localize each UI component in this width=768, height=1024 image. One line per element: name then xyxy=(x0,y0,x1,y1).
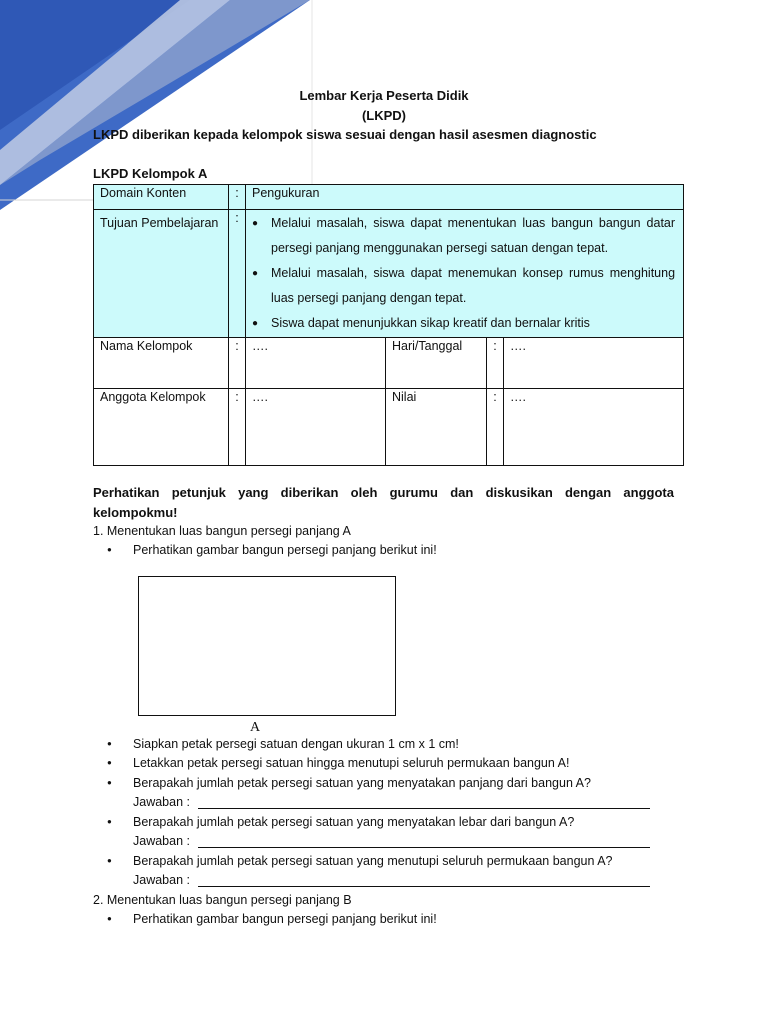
place-text: Letakkan petak persegi satuan hingga menutupi seluruh permukaan bangun A! xyxy=(133,756,570,770)
bullet-item xyxy=(110,854,613,868)
members-value[interactable]: …. xyxy=(246,389,386,466)
answer-label: Jawaban : xyxy=(133,873,190,887)
colon: : xyxy=(229,338,246,389)
colon: : xyxy=(229,185,246,210)
answer-label: Jawaban : xyxy=(133,834,190,848)
instruction-line1: Perhatikan petunjuk yang diberikan oleh gurumu dan diskusikan dengan anggota xyxy=(93,485,674,500)
instruction-line2: kelompokmu! xyxy=(93,505,178,520)
answer-label: Jawaban : xyxy=(133,795,190,809)
answer-line-2[interactable] xyxy=(198,847,650,848)
question-2: Berapakah jumlah petak persegi satuan yang menyatakan lebar dari bangun A? xyxy=(133,815,575,829)
goal-label: Tujuan Pembelajaran xyxy=(94,210,229,338)
section2-heading: 2. Menentukan luas bangun persegi panjang B xyxy=(93,893,352,907)
colon: : xyxy=(487,389,504,466)
doc-intro: LKPD diberikan kepada kelompok siswa sesuai dengan hasil asesmen diagnostic xyxy=(93,127,597,142)
colon: : xyxy=(487,338,504,389)
question-3: Berapakah jumlah petak persegi satuan yang menutupi seluruh permukaan bangun A? xyxy=(133,854,613,868)
answer-line-3[interactable] xyxy=(198,886,650,887)
doc-title: Lembar Kerja Peserta Didik xyxy=(299,88,469,103)
goal-list xyxy=(252,211,675,336)
bullet-item xyxy=(110,815,574,829)
info-table xyxy=(93,184,684,466)
goal-item: ● Melalui masalah, siswa dapat menemukan konsep rumus menghitung luas persegi panjang dengan tepat. xyxy=(252,261,675,311)
observe-text-b: Perhatikan gambar bangun persegi panjang berikut ini! xyxy=(133,912,437,926)
question-1: Berapakah jumlah petak persegi satuan yang menyatakan panjang dari bangun A? xyxy=(133,776,591,790)
prepare-text: Siapkan petak persegi satuan dengan ukuran 1 cm x 1 cm! xyxy=(133,737,459,751)
group-name-label: Nama Kelompok xyxy=(94,338,229,389)
rectangle-a-figure xyxy=(138,576,396,716)
bullet-item xyxy=(110,776,591,790)
figure-label-a: A xyxy=(250,720,261,735)
goal-item: ● Melalui masalah, siswa dapat menentukan luas bangun bangun datar persegi panjang menggunakan persegi satuan dengan tepat. xyxy=(252,211,675,261)
bullet-item xyxy=(110,912,437,926)
members-label: Anggota Kelompok xyxy=(94,389,229,466)
observe-text: Perhatikan gambar bangun persegi panjang berikut ini! xyxy=(133,543,437,557)
section1-heading: 1. Menentukan luas bangun persegi panjang A xyxy=(93,524,351,538)
answer-line-1[interactable] xyxy=(198,808,650,809)
group-name-value[interactable]: …. xyxy=(246,338,386,389)
bullet-item xyxy=(110,756,569,770)
colon: : xyxy=(229,389,246,466)
bullet-item xyxy=(110,543,437,557)
goal-item: ● Siswa dapat menunjukkan sikap kreatif dan bernalar kritis xyxy=(252,311,675,336)
score-value[interactable]: …. xyxy=(504,389,684,466)
score-label: Nilai xyxy=(386,389,487,466)
group-title: LKPD Kelompok A xyxy=(93,166,208,181)
domain-label: Domain Konten xyxy=(94,185,229,210)
domain-value: Pengukuran xyxy=(246,185,684,210)
date-label: Hari/Tanggal xyxy=(386,338,487,389)
date-value[interactable]: …. xyxy=(504,338,684,389)
doc-subtitle: (LKPD) xyxy=(361,108,407,123)
bullet-item xyxy=(110,737,459,751)
colon: : xyxy=(229,210,246,338)
